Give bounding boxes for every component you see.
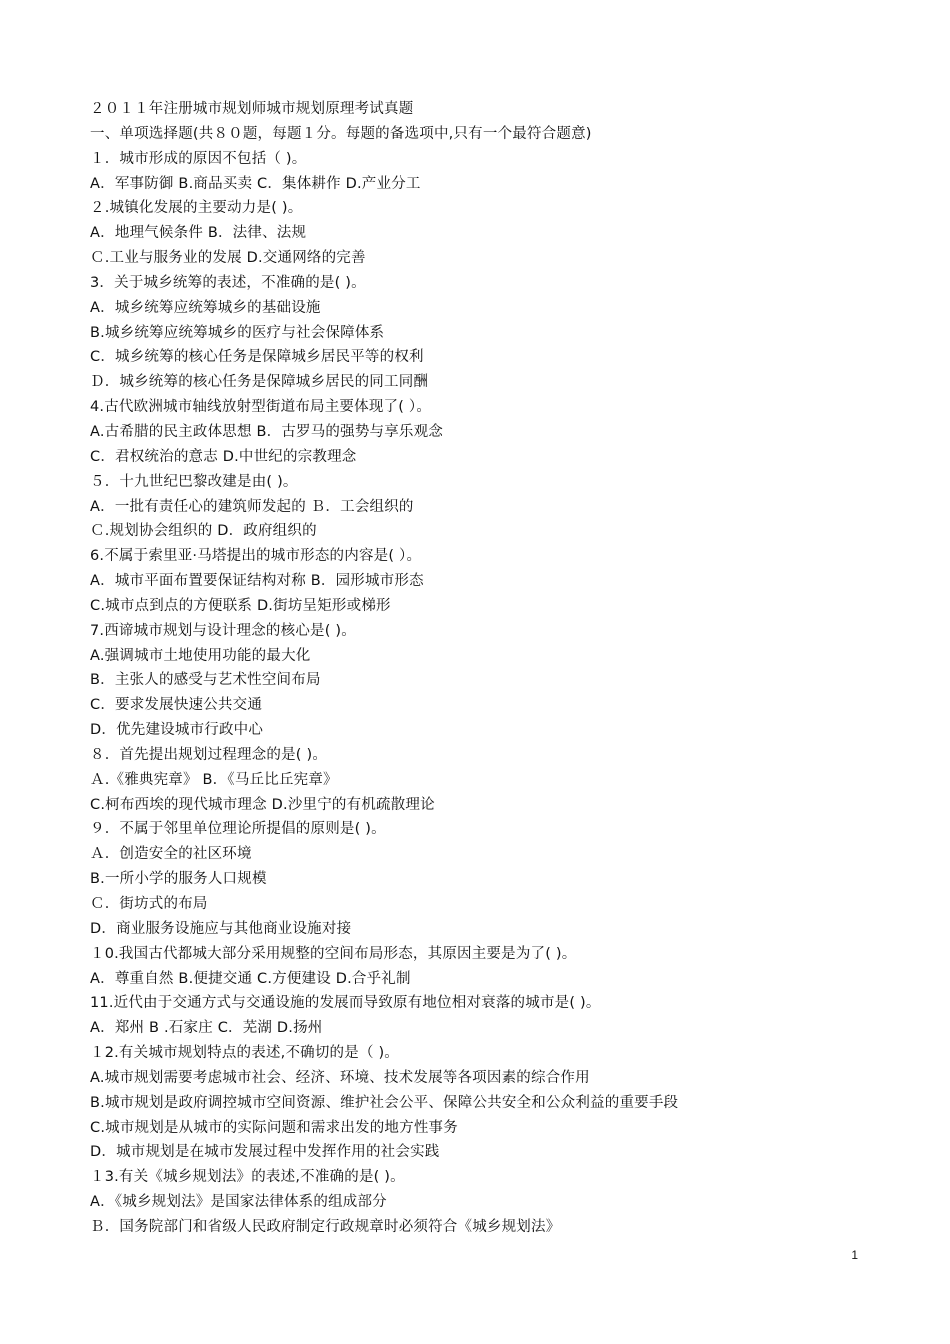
question-9-option-c: Ｃ．街坊式的布局 — [90, 896, 208, 912]
question-3-option-c: C．城乡统筹的核心任务是保障城乡居民平等的权利 — [90, 349, 424, 366]
question-11: 11.近代由于交通方式与交通设施的发展而导致原有地位相对衰落的城市是( )。 — [90, 995, 601, 1012]
question-9-option-d: D．商业服务设施应与其他商业设施对接 — [90, 920, 352, 937]
question-12-option-b: B.城市规划是政府调控城市空间资源、维护社会公平、保障公共安全和公众利益的重要手段 — [90, 1094, 679, 1111]
question-1: １．城市形成的原因不包括（ )。 — [90, 150, 307, 167]
question-9: ９．不属于邻里单位理论所提倡的原则是( )。 — [90, 821, 386, 838]
question-7-option-d: D．优先建设城市行政中心 — [90, 722, 264, 739]
question-5-options-cd: Ｃ.规划协会组织的 D．政府组织的 — [90, 523, 317, 540]
question-8: ８．首先提出规划过程理念的是( )。 — [90, 746, 328, 763]
question-7-option-a: A.强调城市土地使用功能的最大化 — [90, 647, 311, 664]
question-1-options: A．军事防御 B.商品买卖 C．集体耕作 D.产业分工 — [90, 175, 421, 192]
question-10: １0.我国古代都城大部分采用规整的空间布局形态，其原因主要是为了( )。 — [90, 945, 577, 962]
page-number: 1 — [851, 1248, 858, 1262]
question-4: 4.古代欧洲城市轴线放射型街道布局主要体现了( ）。 — [90, 399, 432, 416]
question-3-option-b: B.城乡统筹应统筹城乡的医疗与社会保障体系 — [90, 324, 385, 341]
question-7-option-c: C．要求发展快速公共交通 — [90, 697, 263, 714]
question-6-options-cd: C.城市点到点的方便联系 D.街坊呈矩形或梯形 — [90, 597, 391, 614]
question-3-option-a: A．城乡统筹应统筹城乡的基础设施 — [90, 299, 321, 316]
question-7: 7.西谛城市规划与设计理念的核心是( )。 — [90, 622, 356, 639]
question-8-options-ab: Ａ.《雅典宪章》 B．《马丘比丘宪章》 — [90, 771, 338, 788]
question-12-option-a: A.城市规划需要考虑城市社会、经济、环境、技术发展等各项因素的综合作用 — [90, 1069, 590, 1086]
question-2: ２.城镇化发展的主要动力是( )。 — [90, 200, 303, 217]
question-4-options-cd: C．君权统治的意志 D.中世纪的宗教理念 — [90, 448, 357, 465]
question-5: ５．十九世纪巴黎改建是由( )。 — [90, 473, 298, 490]
question-3: 3．关于城乡统筹的表述，不准确的是( )。 — [90, 274, 366, 291]
question-12: １2.有关城市规划特点的表述,不确切的是（ )。 — [90, 1045, 400, 1062]
document-title: ２０１１年注册城市规划师城市规划原理考试真题 — [90, 101, 414, 117]
question-12-option-d: D．城市规划是在城市发展过程中发挥作用的社会实践 — [90, 1144, 440, 1161]
question-6-options-ab: A．城市平面布置要保证结构对称 B．园形城市形态 — [90, 573, 424, 590]
question-4-options-ab: A.古希腊的民主政体思想 B．古罗马的强势与享乐观念 — [90, 423, 444, 440]
question-11-options: A．郑州 B .石家庄 C．芜湖 D.扬州 — [90, 1020, 323, 1037]
question-12-option-c: C.城市规划是从城市的实际问题和需求出发的地方性事务 — [90, 1119, 458, 1136]
question-2-options-cd: Ｃ.工业与服务业的发展 D.交通网络的完善 — [90, 250, 366, 267]
question-7-option-b: B．主张人的感受与艺术性空间布局 — [90, 672, 321, 689]
question-5-options-ab: A．一批有责任心的建筑师发起的 Ｂ．工会组织的 — [90, 498, 414, 515]
question-3-option-d: Ｄ．城乡统筹的核心任务是保障城乡居民的同工同酬 — [90, 374, 429, 391]
question-13-option-b: Ｂ．国务院部门和省级人民政府制定行政规章时必须符合《城乡规划法》 — [90, 1218, 561, 1235]
section-heading: 一、单项选择题(共８０题，每题１分。每题的备选项中,只有一个最符合题意) — [90, 125, 592, 142]
question-13: １3.有关《城乡规划法》的表述,不准确的是( )。 — [90, 1169, 405, 1186]
question-6: 6.不属于索里亚·马塔提出的城市形态的内容是( ）。 — [90, 548, 422, 565]
question-2-options-ab: A．地理气候条件 B．法律、法规 — [90, 225, 307, 242]
question-10-options: A．尊重自然 B.便捷交通 C.方便建设 D.合乎礼制 — [90, 970, 411, 987]
question-9-option-b: B.一所小学的服务人口规模 — [90, 871, 267, 888]
document-body — [90, 97, 890, 1240]
question-13-option-a: A．《城乡规划法》是国家法律体系的组成部分 — [90, 1194, 387, 1211]
question-9-option-a: Ａ．创造安全的社区环境 — [90, 846, 252, 863]
question-8-options-cd: C.柯布西埃的现代城市理念 D.沙里宁的有机疏散理论 — [90, 796, 435, 813]
